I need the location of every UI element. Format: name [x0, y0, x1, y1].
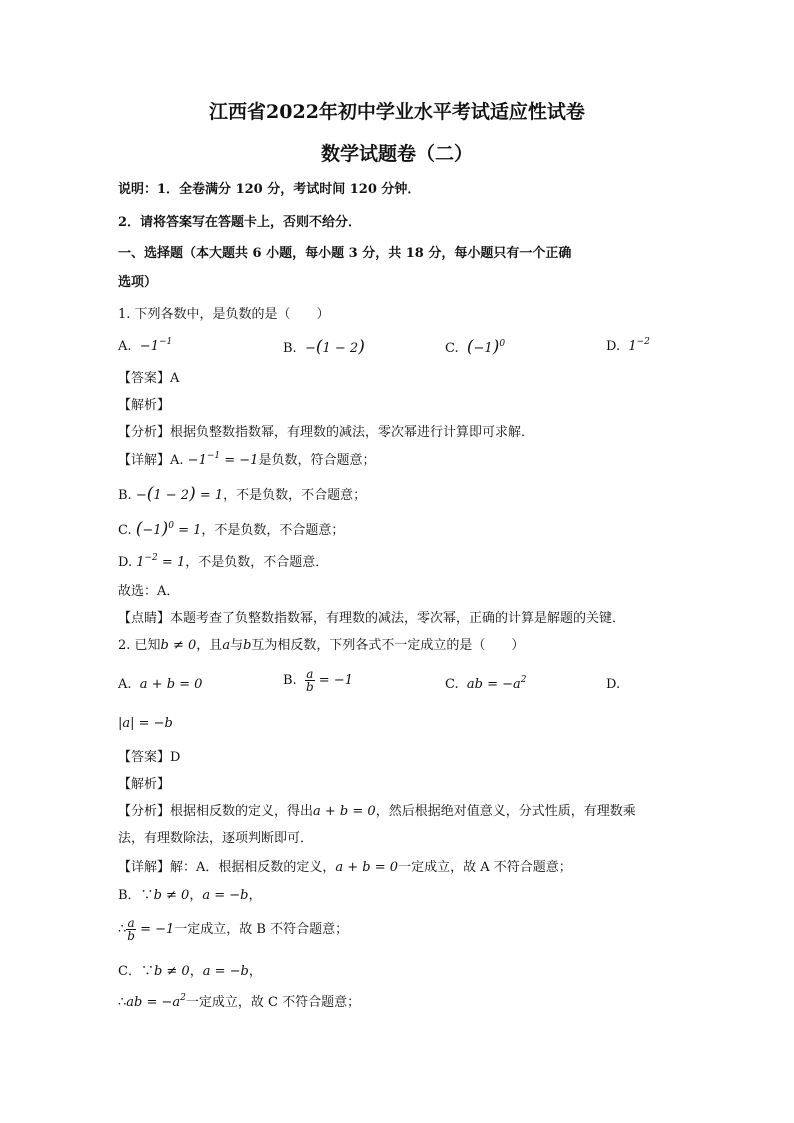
q2-analysis: 【分析】根据相反数的定义，得出a + b = 0，然后根据绝对值意义，分式性质，有理数乘: [118, 804, 636, 819]
q2-answer: 【答案】D: [118, 750, 181, 765]
q2-detail-b-result: ∴ $\frac{a}{b}$ = −1一定成立，故 B 不符合题意；: [118, 916, 349, 943]
q1-detail-b: B. −(1 − 2) = 1，不是负数，不合题意；: [118, 484, 367, 504]
q2-option-d-expr: |a| = −b: [118, 716, 173, 731]
q2-stem: 2. 已知b ≠ 0，且a与b互为相反数，下列各式不一定成立的是（ ）: [118, 638, 525, 653]
q2-jiexi-label: 【解析】: [118, 777, 171, 792]
section-heading: 一、选择题（本大题共 6 小题，每小题 3 分，共 18 分，每小题只有一个正确: [118, 246, 572, 261]
q1-detail-c: C. $(-1)^0 = 1$，不是负数，不合题意；: [118, 519, 345, 539]
q1-comment: 【点睛】本题考查了负整数指数幂，有理数的减法，零次幂，正确的计算是解题的关键．: [118, 611, 626, 626]
q1-option-d: D. $1^{-2}$: [606, 337, 650, 354]
q2-detail-c-result: ∴ab = $-a^2$一定成立，故 C 不符合题意；: [118, 993, 361, 1010]
q2-detail-a: 【详解】解：A．根据相反数的定义，a + b = 0一定成立，故 A 不符合题意；: [118, 860, 572, 875]
q1-jiexi-label: 【解析】: [118, 398, 171, 413]
q1-stem: 1. 下列各数中，是负数的是（ ）: [118, 307, 330, 322]
q1-detail-a: 【详解】A. $-1^{-1} = -1$是负数，符合题意；: [118, 451, 376, 468]
section-heading-cont: 选项）: [118, 275, 158, 290]
q1-choice: 故选：A．: [118, 584, 180, 599]
q2-analysis-cont: 法，有理数除法，逐项判断即可．: [118, 831, 314, 846]
q2-option-a: A. a + b = 0: [118, 677, 203, 692]
exam-title: 江西省2022年初中学业水平考试适应性试卷: [209, 101, 585, 123]
q1-option-a: A. $-1^{-1}$: [118, 337, 173, 354]
q1-detail-d: D. $1^{-2} = 1$，不是负数，不合题意．: [118, 553, 329, 570]
q2-option-d: D.: [606, 677, 621, 692]
q1-option-c: C. $(-1)^0$: [445, 337, 506, 357]
q2-option-b: B. $\frac{a}{b}$ = −1: [283, 667, 353, 694]
q1-option-b: B. −(1 − 2): [283, 337, 365, 357]
q2-option-c: C. ab = $-a^2$: [445, 675, 527, 692]
q2-detail-b-cond: B．∵b ≠ 0，a = −b，: [118, 888, 262, 903]
q1-answer: 【答案】A: [118, 371, 180, 386]
instruction-2: 2．请将答案写在答题卡上，否则不给分．: [118, 215, 362, 230]
q1-analysis: 【分析】根据负整数指数幂，有理数的减法，零次幂进行计算即可求解．: [118, 425, 535, 440]
instruction-1: 说明：1．全卷满分 120 分，考试时间 120 分钟．: [118, 182, 421, 197]
q2-detail-c-cond: C．∵b ≠ 0，a = −b，: [118, 964, 262, 979]
exam-subtitle: 数学试题卷（二）: [320, 143, 473, 165]
